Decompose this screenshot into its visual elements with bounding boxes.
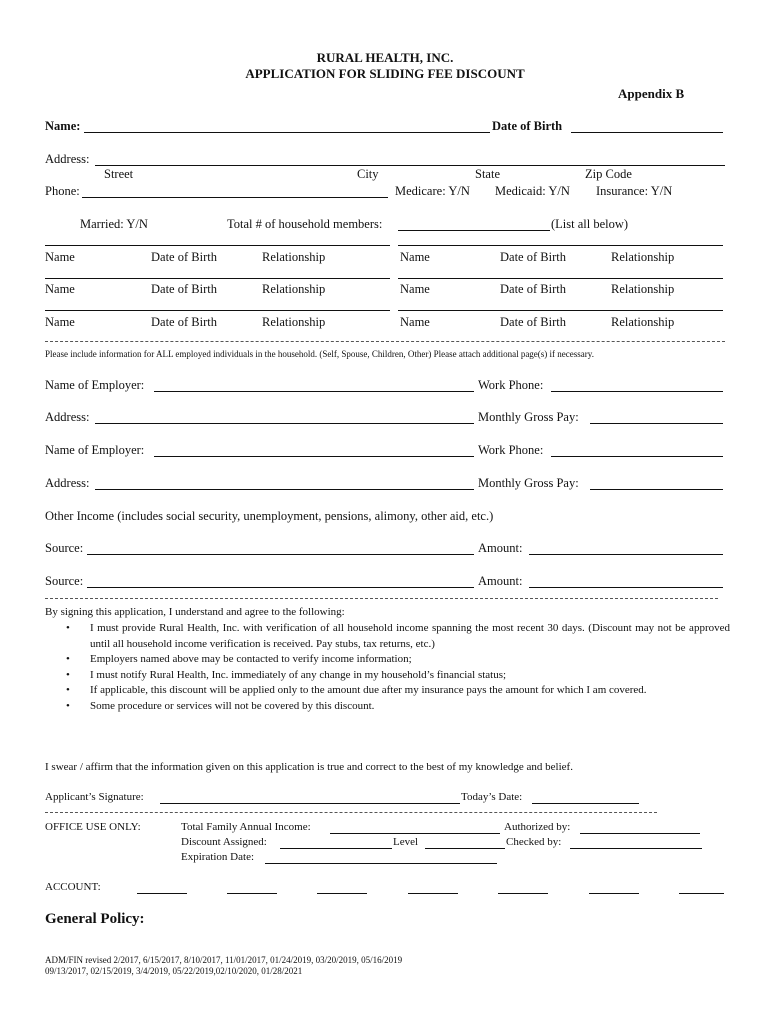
household-col-name: Name xyxy=(400,282,430,296)
phone-label: Phone: xyxy=(45,184,80,198)
list-all-note: (List all below) xyxy=(551,217,629,231)
expiration-date-field[interactable] xyxy=(265,863,497,864)
household-col-name: Name xyxy=(400,315,430,329)
other-income-label: Other Income (includes social security, unemployment, pensions, alimony, other aid, etc.) xyxy=(45,509,494,523)
medicaid-label: Medicaid: Y/N xyxy=(495,184,570,198)
insurance-label: Insurance: Y/N xyxy=(596,184,673,198)
work-phone-1-field[interactable] xyxy=(551,391,723,392)
employer-2-address-label: Address: xyxy=(45,476,90,490)
employer-2-field[interactable] xyxy=(154,456,474,457)
source-2-field[interactable] xyxy=(87,587,474,588)
annual-income-label: Total Family Annual Income: xyxy=(181,821,311,833)
appendix-label: Appendix B xyxy=(618,86,685,101)
household-count-field[interactable] xyxy=(398,230,550,231)
household-col-relationship: Relationship xyxy=(262,282,326,296)
household-row-1-right-line[interactable] xyxy=(398,245,723,246)
work-phone-1-label: Work Phone: xyxy=(478,378,544,392)
revision-history-line-1: ADM/FIN revised 2/2017, 6/15/2017, 8/10/2017, 11/01/2017, 01/24/2019, 03/20/2019, 05/16/2019 xyxy=(45,955,403,965)
employer-2-address-field[interactable] xyxy=(95,489,474,490)
household-col-name: Name xyxy=(45,282,75,296)
signature-field[interactable] xyxy=(160,803,460,804)
household-row-3-right-line[interactable] xyxy=(398,310,723,311)
bullet-icon: • xyxy=(66,622,70,634)
household-col-dob: Date of Birth xyxy=(500,282,566,296)
agreement-item xyxy=(66,668,730,684)
source-1-field[interactable] xyxy=(87,554,474,555)
employment-note: Please include information for ALL employed individuals in the household. (Self, Spouse, Children, Other) Please attach additional page(s) if necessary. xyxy=(45,349,594,359)
dob-label: Date of Birth xyxy=(492,119,563,133)
agreement-item-text: Employers named above may be contacted to verify income information; xyxy=(90,653,412,665)
level-field[interactable] xyxy=(425,848,505,849)
gross-pay-1-label: Monthly Gross Pay: xyxy=(478,410,579,424)
office-use-label: OFFICE USE ONLY: xyxy=(45,821,141,833)
employer-1-field[interactable] xyxy=(154,391,474,392)
household-col-name: Name xyxy=(45,250,75,264)
household-col-relationship: Relationship xyxy=(611,282,675,296)
gross-pay-2-field[interactable] xyxy=(590,489,723,490)
employer-1-address-field[interactable] xyxy=(95,423,474,424)
bullet-icon: • xyxy=(66,653,70,665)
account-field[interactable] xyxy=(589,893,639,894)
agreement-item-text: I must provide Rural Health, Inc. with verification of all household income spanning the most recent 30 days. (Discount may not be approved until all household income verification is received. Pay stubs, tax returns, etc.) xyxy=(90,622,730,650)
household-col-relationship: Relationship xyxy=(262,250,326,264)
amount-1-label: Amount: xyxy=(478,541,523,555)
household-row-2-right-line[interactable] xyxy=(398,278,723,279)
authorized-by-label: Authorized by: xyxy=(504,821,571,833)
name-field[interactable] xyxy=(84,132,490,133)
household-row-1-left-line[interactable] xyxy=(45,245,390,246)
account-label: ACCOUNT: xyxy=(45,881,101,893)
street-sublabel: Street xyxy=(104,167,134,181)
state-sublabel: State xyxy=(475,167,500,181)
agreement-item-text: Some procedure or services will not be covered by this discount. xyxy=(90,699,375,712)
section-divider xyxy=(45,812,657,813)
employer-1-label: Name of Employer: xyxy=(45,378,145,392)
section-divider xyxy=(45,341,725,342)
gross-pay-2-label: Monthly Gross Pay: xyxy=(478,476,579,490)
employer-2-label: Name of Employer: xyxy=(45,443,145,457)
todays-date-field[interactable] xyxy=(532,803,639,804)
name-label: Name: xyxy=(45,119,81,133)
discount-assigned-field[interactable] xyxy=(280,848,392,849)
account-field[interactable] xyxy=(317,893,367,894)
account-field[interactable] xyxy=(679,893,724,894)
account-field[interactable] xyxy=(408,893,458,894)
source-1-label: Source: xyxy=(45,541,84,555)
city-sublabel: City xyxy=(357,167,379,181)
agreement-intro: By signing this application, I understand and agree to the following: xyxy=(45,606,345,618)
discount-assigned-label: Discount Assigned: xyxy=(181,836,267,848)
household-row-2-left-line[interactable] xyxy=(45,278,390,279)
amount-1-field[interactable] xyxy=(529,554,723,555)
agreement-item xyxy=(66,621,730,652)
address-label: Address: xyxy=(45,152,90,166)
form-title: APPLICATION FOR SLIDING FEE DISCOUNT xyxy=(245,66,525,81)
signature-label: Applicant’s Signature: xyxy=(45,791,144,803)
phone-field[interactable] xyxy=(82,197,388,198)
employer-1-address-label: Address: xyxy=(45,410,90,424)
authorized-by-field[interactable] xyxy=(580,833,700,834)
account-field[interactable] xyxy=(227,893,277,894)
checked-by-label: Checked by: xyxy=(506,836,562,848)
household-col-name: Name xyxy=(400,250,430,264)
level-label: Level xyxy=(393,836,419,848)
general-policy-heading: General Policy: xyxy=(45,911,145,927)
account-field[interactable] xyxy=(498,893,548,894)
agreement-item-text: I must notify Rural Health, Inc. immediately of any change in my household’s financial status; xyxy=(90,668,507,681)
household-row-3-left-line[interactable] xyxy=(45,310,390,311)
work-phone-2-field[interactable] xyxy=(551,456,723,457)
medicare-label: Medicare: Y/N xyxy=(395,184,470,198)
household-count-label: Total # of household members: xyxy=(227,217,383,231)
zip-sublabel: Zip Code xyxy=(585,167,632,181)
address-field[interactable] xyxy=(95,165,725,166)
checked-by-field[interactable] xyxy=(570,848,702,849)
household-col-relationship: Relationship xyxy=(611,315,675,329)
expiration-date-label: Expiration Date: xyxy=(181,851,255,863)
org-name: RURAL HEALTH, INC. xyxy=(316,50,454,65)
dob-field[interactable] xyxy=(571,132,723,133)
revision-history-line-2: 09/13/2017, 02/15/2019, 3/4/2019, 05/22/2019,02/10/2020, 01/28/2021 xyxy=(45,966,303,976)
todays-date-label: Today’s Date: xyxy=(461,791,523,803)
source-2-label: Source: xyxy=(45,574,84,588)
household-col-dob: Date of Birth xyxy=(500,315,566,329)
household-col-dob: Date of Birth xyxy=(151,315,217,329)
agreement-item xyxy=(66,683,730,699)
household-col-dob: Date of Birth xyxy=(500,250,566,264)
bullet-icon: • xyxy=(66,668,70,681)
bullet-icon: • xyxy=(66,699,70,712)
married-label: Married: Y/N xyxy=(80,217,148,231)
household-col-name: Name xyxy=(45,315,75,329)
work-phone-2-label: Work Phone: xyxy=(478,443,544,457)
amount-2-field[interactable] xyxy=(529,587,723,588)
gross-pay-1-field[interactable] xyxy=(590,423,723,424)
household-col-relationship: Relationship xyxy=(262,315,326,329)
household-col-dob: Date of Birth xyxy=(151,282,217,296)
household-col-dob: Date of Birth xyxy=(151,250,217,264)
account-field[interactable] xyxy=(137,893,187,894)
agreement-item-text: If applicable, this discount will be applied only to the amount due after my insurance pays the amount for which I am covered. xyxy=(90,684,647,696)
swear-statement: I swear / affirm that the information given on this application is true and correct to the best of my knowledge and belief. xyxy=(45,761,573,773)
amount-2-label: Amount: xyxy=(478,574,523,588)
agreement-item xyxy=(66,652,730,668)
household-col-relationship: Relationship xyxy=(611,250,675,264)
bullet-icon: • xyxy=(66,684,70,696)
section-divider xyxy=(45,598,718,599)
agreement-list xyxy=(66,621,730,714)
annual-income-field[interactable] xyxy=(330,833,500,834)
agreement-item xyxy=(66,699,730,715)
